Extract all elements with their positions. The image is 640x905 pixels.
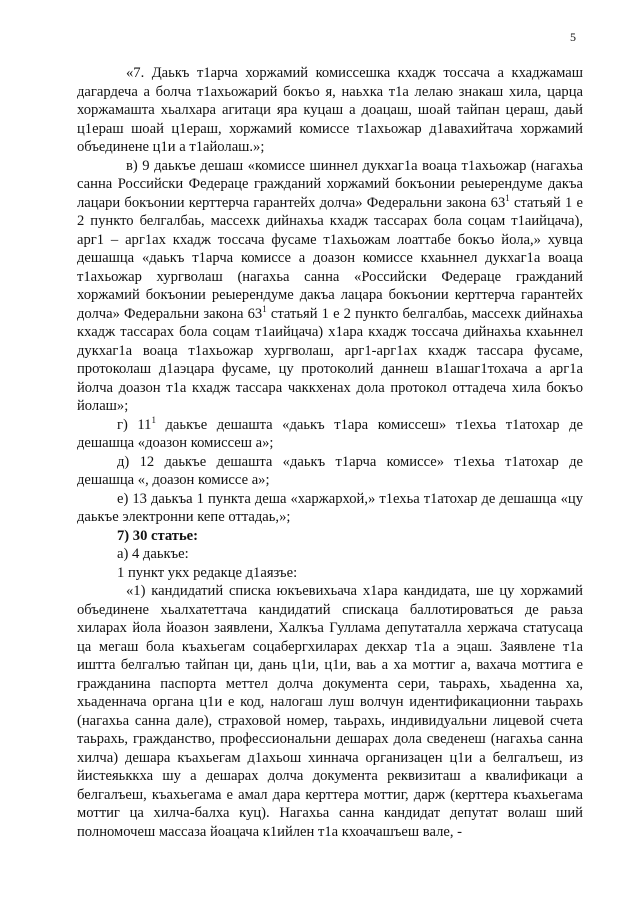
paragraph-e: е) 13 даькъа 1 пункта деша «харжархой,» т1ехьа т1атохар де дешашца «цу даькъе электронни кепе оттадаь,»; xyxy=(77,490,583,525)
superscript-one: 1 xyxy=(505,192,510,203)
paragraph-d: д) 12 даькъе дешашта «даькъ т1арча комиссе» т1ехьа т1атохар де дешашца «, доазон комиссе а»; xyxy=(77,453,583,488)
page-number: 5 xyxy=(570,30,576,44)
article-30-heading: 7) 30 статье: xyxy=(117,527,199,544)
paragraph-g: г) $11^1$ даькъе дешашта «даькъ т1ара комиссеш» т1ехьа т1атохар де дешашца «доазон комиссеш а»; xyxy=(77,414,583,451)
superscript-one: 1 xyxy=(151,414,156,425)
superscript-one: 1 xyxy=(262,303,267,314)
paragraph-quote-1: «1) кандидатий списка юкъевихьача х1ара кандидата, ше цу хоржамий объединене хьалхатеттача кандидатий спискаца баллотироваться де раьза хиларах йола йоазон заявлени, Халкъа Гуллама депутаталла хержача статусаца ца мегаш бола къахьегам соцабергхиларах декхар т1а а эцаш. Заявлене т1а иштта белгалъю тайпан ци, дань ц1и, ц1и, ваь а ха моттиг а, вахача моттига е гражданина паспорта меттел долча документа сери, таьрахь, хьаденна ха, хьаденнача органа ц1и е код, налогаш луш волчун идентификационни таьрахь (нагахьа санна дале), страховой номер, таьрахь, индивидуальни лицевой счета таьрахь, гражданство, профессиональни дешарах дола сведенеш (нагахьа санна хилча) дешара къахьегам д1ахьош хиннача организацен ц1и а белгалъеш, из йистеяьккха шу а дешарах долча документа реквизиташ а квалификаци а белгалъеш, къахьегама е амал дара керттера моттиг, дарж (керттера къахьегама моттиг ца хилча-балха куц). Нагахьа санна кандидат депутат волаш ший полномочеш массаза йоацача к1ийлен т1а кхоачашъеш вале, - xyxy=(77,583,583,840)
document-body xyxy=(77,64,583,841)
paragraph-a: а) 4 даькъе: xyxy=(117,546,189,562)
paragraph-point-1: 1 пункт укх редакце д1аязъе: xyxy=(117,564,298,581)
paragraph-v: в) 9 даькъе дешаш «комиссе шиннел дукхаг1а воаца т1ахьожар (нагахьа санна Российски Федераце гражданий хоржамий бокъонии реыерендуме дакъа лацари бокъонии керттерча гарантейх долча» Федеральни закона $63^1$ статьяй 1 е 2 пункто белгалбаь, массехк дийнахьа кхадж тассарах бола соцам т1аийцача), арг1 – арг1ах кхадж тоссача фусаме т1ахьожам лоаттабе бокъо йола,» хувца дешашца «даькъ т1арча комиссе а доазон комиссе кхаьннел дукхаг1а воаца т1ахьожар хургволаш (нагахьа санна «Российски Федераце гражданий хоржамий бокъонии реыерендуме дакъа лацара бокъонии керттерча гарантейх долча» Федеральни закона $63^1$ статьяй 1 е 2 пункто белгалбаь, массехк дийнахьа кхадж тассарах бола соцам т1аийцача) х1ара кхадж тоссача дийнахьа кхаьннел дукхаг1а воаца т1ахьожар хургволаш, арг1-арг1ах кхадж тассара фусаме, протоколаш д1аэцара фусаме, цу протоколий даннеш в1ашаг1тохача а арг1а йолча доазон т1а кхадж тассара чаккхенах дола протокол оттадеча хила бокъо йолаш»; xyxy=(77,157,583,414)
paragraph-7: «7. Даькъ т1арча хоржамий комиссешка кхадж тоссача а кхаджамаш дагардеча а болча т1ахьожарий бокъо я, наьхка т1а лелаю знакаш хила, царца хоржамашта хьалхара агитаци яра куцаш а доацаш, шоай тайпан цераш, даьй ц1ераш шоай ц1ераш, хоржамий комиссе т1ахьожар д1авахийтача хоржамий объединене ц1и а т1айолаш.»; xyxy=(77,65,583,155)
